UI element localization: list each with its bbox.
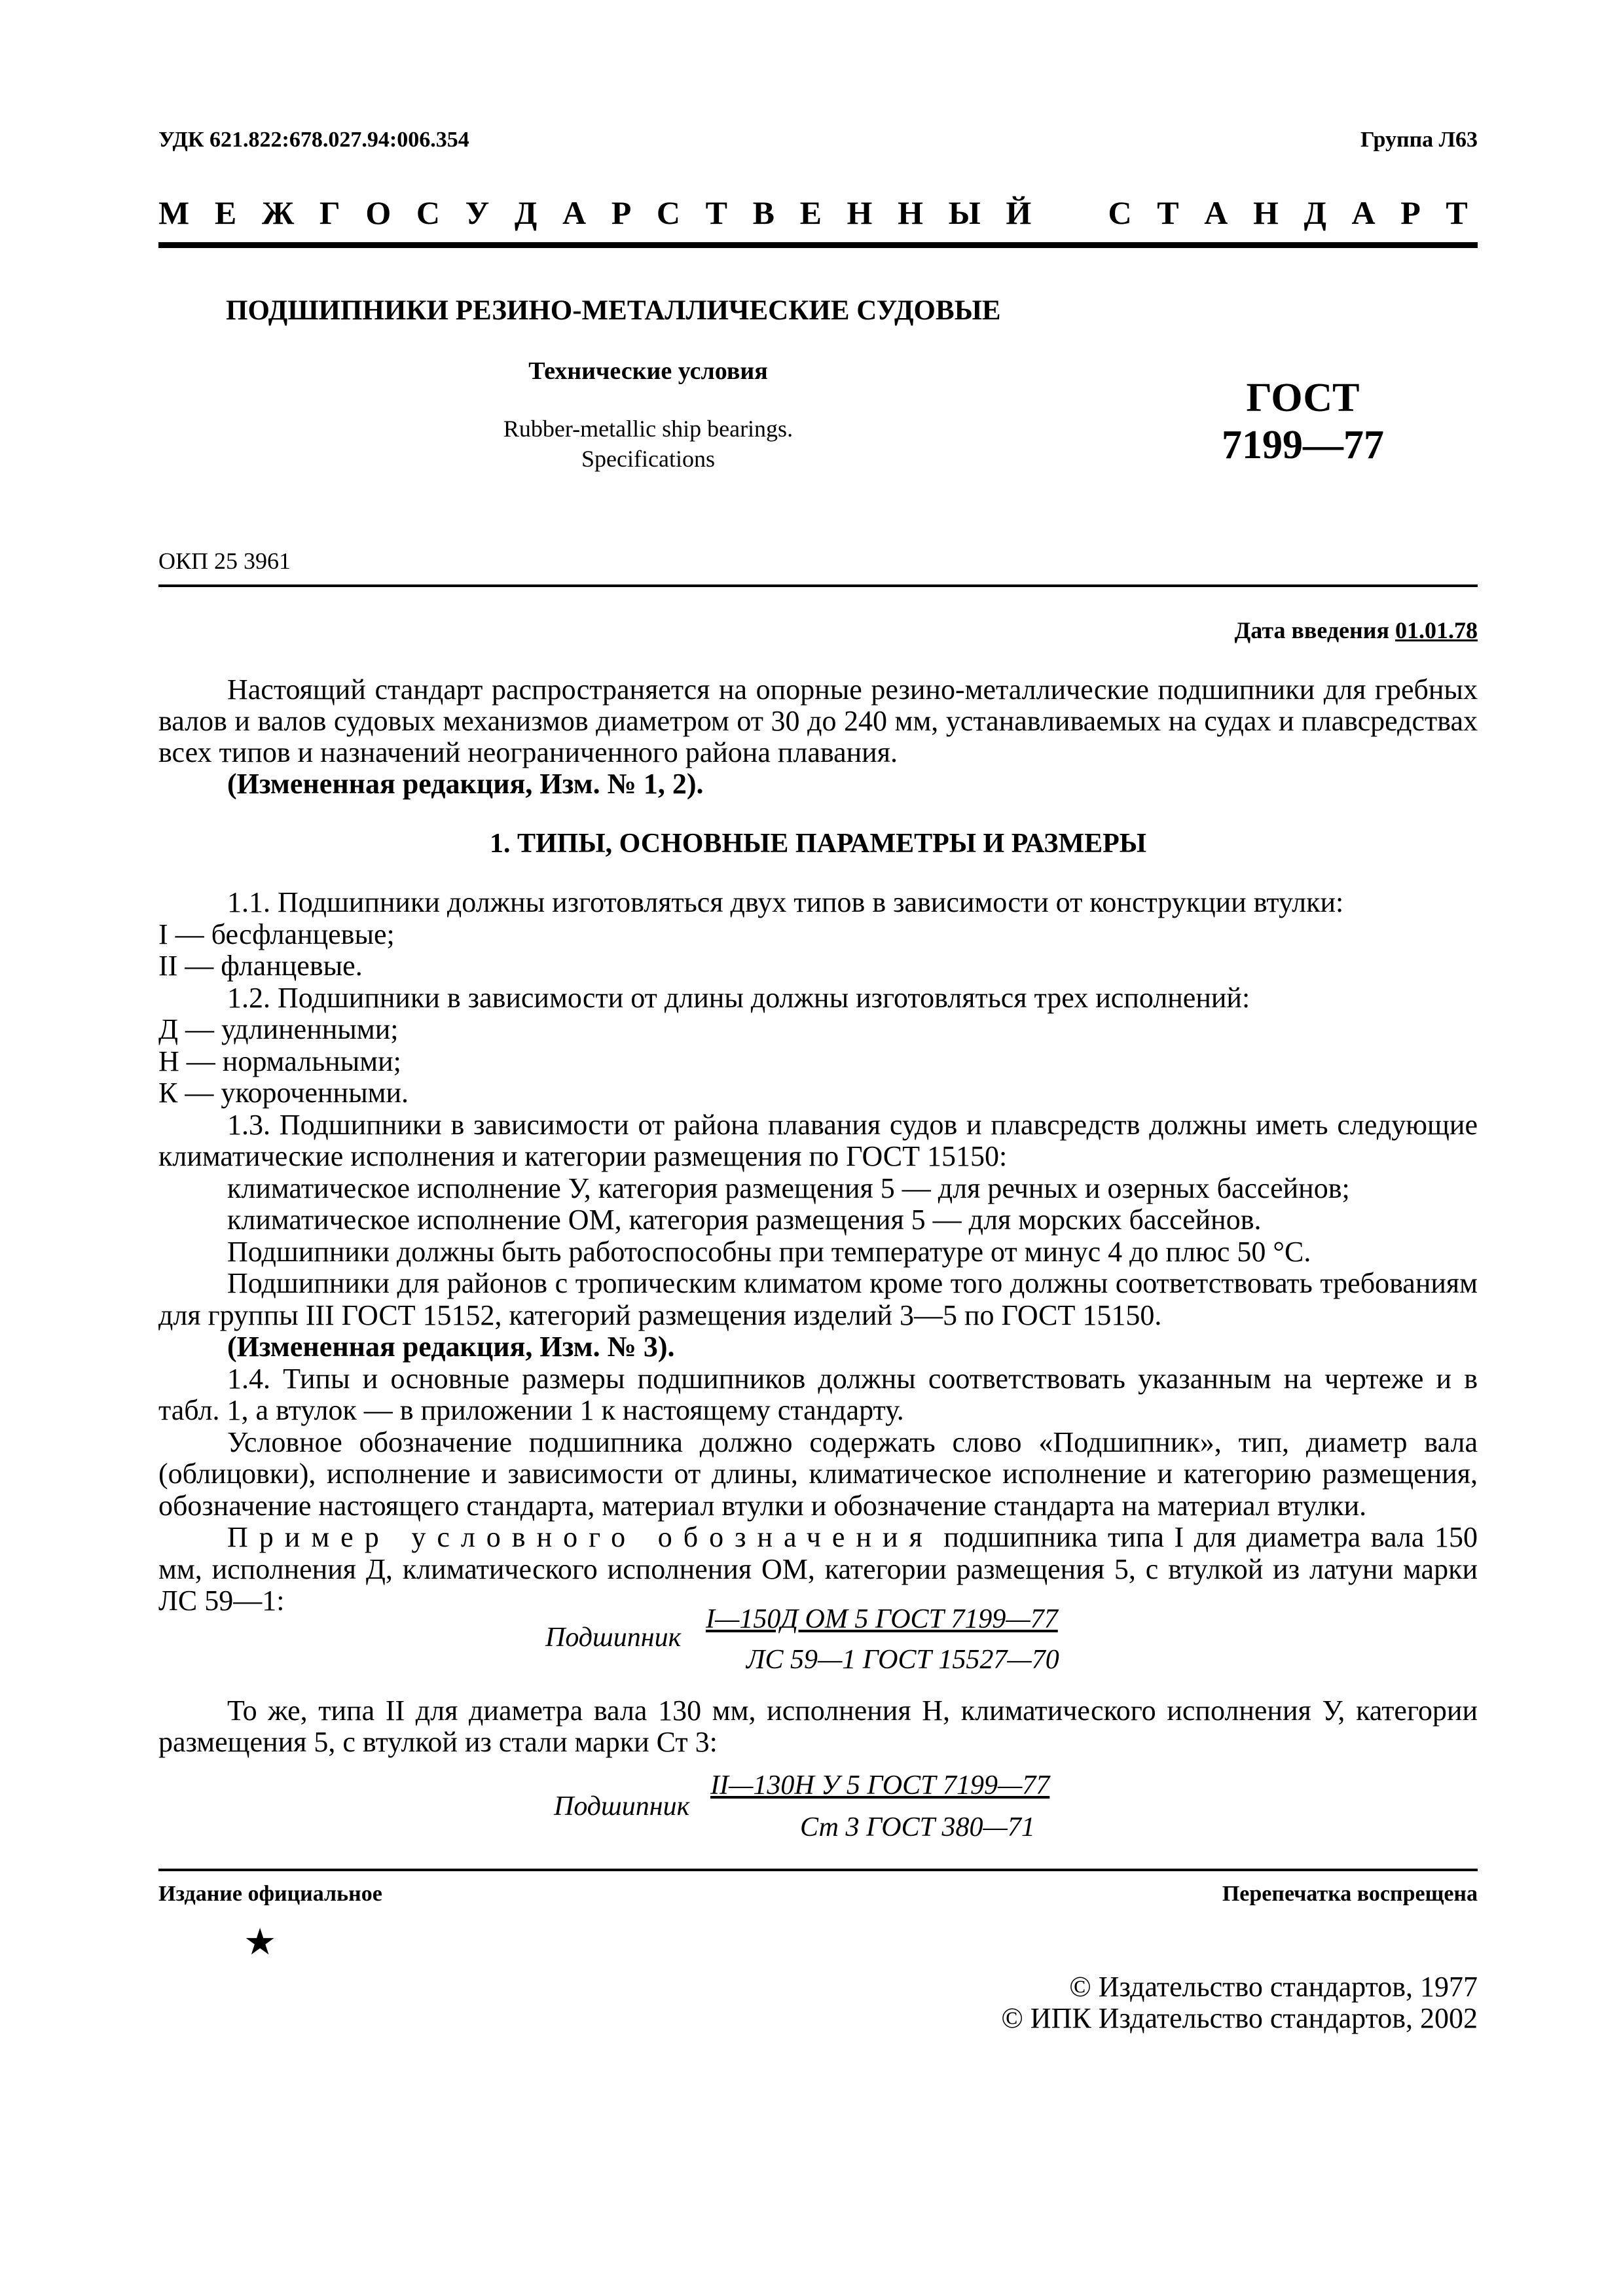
heading-letter: Р — [1400, 194, 1421, 231]
gost-code: 7199—77 — [1222, 423, 1384, 467]
formula-1-numerator: I—150Д ОМ 5 ГОСТ 7199—77 — [706, 1604, 1058, 1634]
formula-2-label: Подшипник — [554, 1791, 690, 1821]
udk-code: УДК 621.822:678.027.94:006.354 — [158, 128, 469, 152]
heading-letter: У — [465, 194, 490, 231]
heading-letter: С — [656, 194, 680, 231]
section-body — [158, 887, 1478, 1617]
example-text: подшипника типа I для диаметра вала 150 мм, исполнения Д, климатического исполнения ОМ, категории размещения 5, с втулкой из латуни марки ЛС 59—1: — [158, 1521, 1478, 1617]
heading-letter: Н — [898, 194, 923, 231]
group-code: Группа Л63 — [1360, 128, 1478, 152]
tropical-requirement: Подшипники для районов с тропическим климатом кроме того должны соответствовать требованиям для группы III ГОСТ 15152, категорий размещения изделий 3—5 по ГОСТ 15150. — [158, 1267, 1478, 1331]
type-1: I — бесфланцевые; — [158, 918, 395, 950]
type-2: II — фланцевые. — [158, 950, 363, 982]
star-icon: ★ — [244, 1922, 277, 1963]
middle-rule — [158, 584, 1478, 587]
heading-letter: А — [562, 194, 587, 231]
document-title: ПОДШИПНИКИ РЕЗИНО-МЕТАЛЛИЧЕСКИЕ СУДОВЫЕ — [226, 295, 1001, 326]
temperature-requirement: Подшипники должны быть работоспособны при температуре от минус 4 до плюс 50 °С. — [227, 1235, 1311, 1268]
heading-letter: Н — [847, 194, 873, 231]
formula-1-label: Подшипник — [545, 1623, 682, 1653]
section-heading: 1. ТИПЫ, ОСНОВНЫЕ ПАРАМЕТРЫ И РАЗМЕРЫ — [489, 829, 1147, 859]
heading-letter: Т — [1446, 194, 1468, 231]
clause-1-2: 1.2. Подшипники в зависимости от длины должны изготовляться трех исполнений: — [227, 981, 1250, 1014]
heading-letter — [1057, 194, 1083, 232]
document-subtitle: Технические условия — [528, 357, 768, 385]
okp-code: ОКП 25 3961 — [158, 548, 291, 574]
copyright-1977: © Издательство стандартов, 1977 — [1069, 1971, 1478, 2003]
bottom-rule — [158, 1869, 1478, 1871]
heading-letter: Д — [514, 194, 538, 231]
interstate-standard-heading — [158, 194, 1468, 232]
execution-d: Д — удлиненными; — [158, 1013, 399, 1045]
heading-letter: Й — [1006, 194, 1032, 231]
execution-n: Н — нормальными; — [158, 1045, 401, 1077]
date-label: Дата введения — [1234, 617, 1395, 643]
intro-amendment-note: (Измененная редакция, Изм. № 1, 2). — [227, 768, 704, 800]
date-value: 01.01.78 — [1395, 617, 1478, 643]
heading-letter: С — [416, 194, 440, 231]
heading-letter: В — [752, 194, 775, 231]
heading-letter: Ы — [948, 194, 981, 231]
gost-number — [1165, 374, 1440, 469]
reprint-prohibited-label: Перепечатка воспрещена — [1222, 1882, 1478, 1906]
climate-1: климатическое исполнение У, категория размещения 5 — для речных и озерных бассейнов; — [227, 1172, 1350, 1204]
designation-paragraph: Условное обозначение подшипника должно содержать слово «Подшипник», тип, диаметр вала (облицовки), исполнение и зависимости от длины, климатическое исполнение и категорию размещения, обозначение настоящего стандарта, материал втулки и обозначение стандарта на материал втулки. — [158, 1426, 1478, 1522]
heading-letter: Г — [319, 194, 340, 231]
top-rule — [158, 242, 1478, 248]
heading-letter: Ж — [261, 194, 295, 231]
heading-letter: Т — [705, 194, 727, 231]
formula-2-numerator: II—130Н У 5 ГОСТ 7199—77 — [710, 1770, 1050, 1801]
clause-1-1: 1.1. Подшипники должны изготовляться двух типов в зависимости от конструкции втулки: — [227, 886, 1344, 918]
clause-1-3: 1.3. Подшипники в зависимости от района плавания судов и плавсредств должны иметь следующие климатические исполнения и категории размещения по ГОСТ 15150: — [158, 1108, 1478, 1172]
heading-letter: О — [365, 194, 392, 231]
english-title-line-1: Rubber-metallic ship bearings. — [503, 416, 793, 442]
climate-2: климатическое исполнение ОМ, категория размещения 5 — для морских бассейнов. — [227, 1204, 1262, 1236]
introduction-date — [1235, 617, 1478, 644]
formula-2-denominator: Ст 3 ГОСТ 380—71 — [800, 1812, 1035, 1842]
example-label: Пример условного обозначения — [227, 1521, 934, 1553]
gost-label: ГОСТ — [1246, 376, 1360, 420]
english-title — [226, 414, 1070, 474]
heading-letter: Н — [1252, 194, 1279, 231]
clause-1-4: 1.4. Типы и основные размеры подшипников должны соответствовать указанным на чертеже и в табл. 1, а втулок — в приложении 1 к настоящему стандарту. — [158, 1362, 1478, 1426]
heading-letter: А — [1204, 194, 1228, 231]
copyright-2002: © ИПК Издательство стандартов, 2002 — [1001, 2002, 1478, 2034]
heading-letter: Д — [1304, 194, 1326, 231]
heading-letter: Р — [611, 194, 632, 231]
heading-letter: А — [1351, 194, 1376, 231]
heading-letter: Е — [799, 194, 822, 231]
formula-1-denominator: ЛС 59—1 ГОСТ 15527—70 — [746, 1645, 1059, 1675]
official-edition-label: Издание официальное — [158, 1882, 382, 1906]
english-title-line-2: Specifications — [581, 446, 715, 472]
clause-amendment-note: (Измененная редакция, Изм. № 3). — [227, 1331, 675, 1363]
execution-k: К — укороченными. — [158, 1077, 409, 1109]
heading-letter: Е — [214, 194, 237, 231]
heading-letter: Т — [1157, 194, 1179, 231]
heading-letter: С — [1108, 194, 1132, 231]
heading-letter: М — [158, 194, 190, 231]
intro-paragraph: Настоящий стандарт распространяется на опорные резино-металлические подшипники для гребных валов и валов судовых механизмов диаметром от 30 до 240 мм, устанавливаемых на судах и плавсредствах всех типов и назначений неограниченного района плавания. — [158, 673, 1478, 768]
example-2-paragraph: То же, типа II для диаметра вала 130 мм, исполнения Н, климатического исполнения У, категории размещения 5, с втулкой из стали марки Ст 3: — [158, 1695, 1478, 1758]
example-paragraph — [158, 1522, 1478, 1617]
